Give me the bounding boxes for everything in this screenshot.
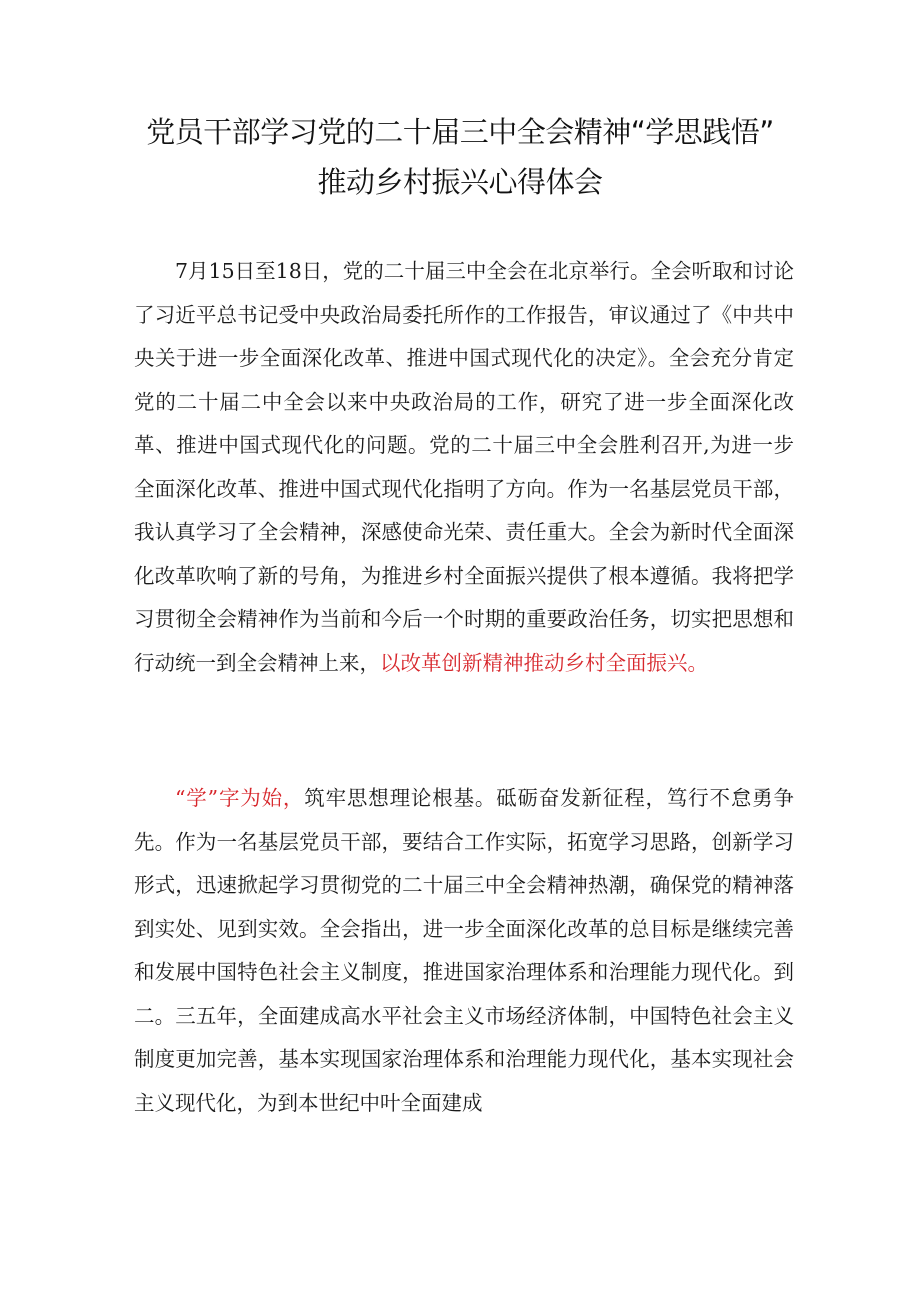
document-title-line-1: 党员干部学习党的二十届三中全会精神“学思践悟” — [146, 115, 774, 149]
paragraph-2-heading: “学”字为始， — [175, 786, 305, 810]
paragraph-1-text: 7月15日至18日，党的二十届三中全会在北京举行。全会听取和讨论了习近平总书记受中央政治局委托所作的工作报告，审议通过了《中共中央关于进一步全面深化改革、推进中国式现代化的决定》。全会充分肯定党的二十届二中全会以来中央政治局的工作，研究了进一步全面深化改革、推进中国式现代化的问题。党的二十届三中全会胜利召开,为进一步全面深化改革、推进中国式现代化指明了方向。作为一名基层党员干部，我认真学习了全会精神，深感使命光荣、责任重大。全会为新时代全面深化改革吹响了新的号角，为推进乡村全面振兴提供了根本遵循。我将把学习贯彻全会精神作为当前和今后一个时期的重要政治任务，切实把思想和行动统一到全会精神上来， — [134, 259, 794, 675]
paragraph-1-highlight: 以改革创新精神推动乡村全面振兴。 — [380, 650, 708, 675]
paragraph-2-block — [134, 777, 794, 1125]
paragraph-1 — [134, 250, 794, 685]
document-title-line-2: 推动乡村振兴心得体会 — [317, 165, 603, 199]
paragraph-2-text: 筑牢思想理论根基。砥砺奋发新征程，笃行不怠勇争先。作为一名基层党员干部，要结合工作实际，拓宽学习思路，创新学习形式，迅速掀起学习贯彻党的二十届三中全会精神热潮，确保党的精神落到实处、见到实效。全会指出，进一步全面深化改革的总目标是继续完善和发展中国特色社会主义制度，推进国家治理体系和治理能力现代化。到二。三五年，全面建成高水平社会主义市场经济体制，中国特色社会主义制度更加完善，基本实现国家治理体系和治理能力现代化，基本实现社会主义现代化，为到本世纪中叶全面建成 — [134, 786, 794, 1115]
paragraph-2 — [134, 777, 794, 1125]
paragraph-1-block — [134, 250, 794, 685]
